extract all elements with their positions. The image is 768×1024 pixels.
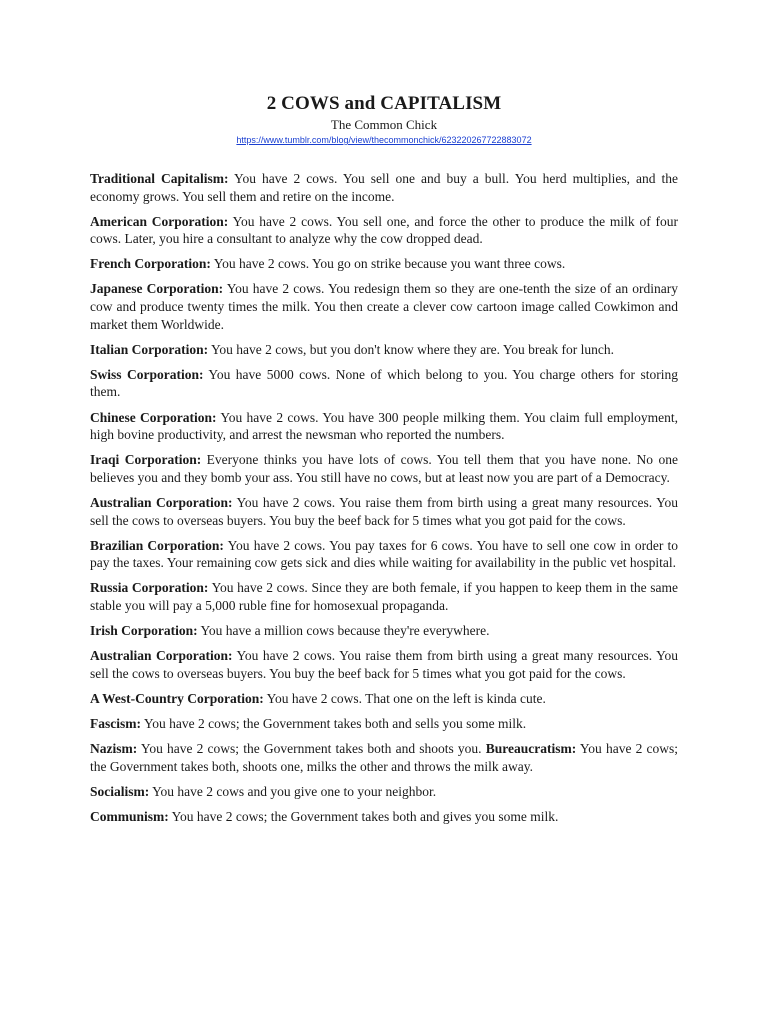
entry-text: You have 2 cows, but you don't know where they are. You break for lunch. xyxy=(211,341,614,357)
entry-text: Everyone thinks you have lots of cows. You tell them that you have none. No one believes you and they bomb your ass. You still have no cows, but at least now you are part of a Democracy. xyxy=(90,452,678,485)
entry-term: Communism: xyxy=(90,808,169,824)
entry-text: You have 2 cows; the Government takes both and shoots you. xyxy=(140,740,482,756)
entry-russia-corporation xyxy=(90,579,678,614)
entry-text: You have 2 cows and you give one to your neighbor. xyxy=(152,783,437,799)
entry-swiss-corporation xyxy=(90,366,678,401)
entry-term-second: Bureaucratism: xyxy=(485,740,577,756)
entry-italian-corporation xyxy=(90,341,678,359)
entry-term: American Corporation: xyxy=(90,213,229,229)
entry-text: You have 2 cows. You raise them from birth using a great many resources. You sell the cows to overseas buyers. You buy the beef back for 5 times what you got paid for the cows. xyxy=(90,648,678,681)
entry-term: Swiss Corporation: xyxy=(90,366,204,382)
entry-fascism xyxy=(90,715,678,733)
entry-text-second: You have 2 cows; the Government takes both, shoots one, milks the other and throws the milk away. xyxy=(90,740,679,774)
entry-west-country-corporation xyxy=(90,690,678,708)
entry-text: You have 2 cows. You sell one and buy a bull. You herd multiplies, and the economy grows. You sell them and retire on the income. xyxy=(90,171,678,204)
entry-communism xyxy=(90,808,678,826)
document-author: The Common Chick xyxy=(330,117,438,132)
entry-brazilian-corporation xyxy=(90,537,678,572)
entry-term: Nazism: xyxy=(90,740,138,756)
entry-term: Socialism: xyxy=(90,783,150,799)
entry-nazism-bureaucratism xyxy=(90,740,678,775)
entry-text: You have 2 cows. You pay taxes for 6 cows. You have to sell one cow in order to pay the taxes. Your remaining cow gets sick and dies while waiting for availability in the public vet hospital. xyxy=(90,537,679,571)
entry-chinese-corporation xyxy=(90,409,678,444)
entry-french-corporation xyxy=(90,255,678,273)
entry-term: A West-Country Corporation: xyxy=(90,690,264,706)
entry-term: Australian Corporation: xyxy=(90,494,233,510)
entry-term: Italian Corporation: xyxy=(90,341,209,357)
entry-term: Chinese Corporation: xyxy=(90,409,217,425)
entry-socialism xyxy=(90,783,678,801)
entry-text: You have 2 cows. You raise them from birth using a great many resources. You sell the cows to overseas buyers. You buy the beef back for 5 times what you got paid for the cows. xyxy=(90,494,678,528)
document-page xyxy=(90,92,678,833)
entry-text: You have 5000 cows. None of which belong to you. You charge others for storing them. xyxy=(90,366,678,400)
entry-irish-corporation xyxy=(90,622,678,640)
entry-text: You have 2 cows. That one on the left is kinda cute. xyxy=(266,690,546,706)
entry-term: Traditional Capitalism: xyxy=(90,171,229,186)
entry-term: French Corporation: xyxy=(90,256,211,272)
entry-term: Irish Corporation: xyxy=(90,622,198,638)
entry-japanese-corporation xyxy=(90,280,678,333)
entry-term: Brazilian Corporation: xyxy=(90,537,224,553)
entry-term: Fascism: xyxy=(90,715,141,731)
entry-text: You have 2 cows; the Government takes both and sells you some milk. xyxy=(143,715,527,731)
entry-traditional-capitalism xyxy=(90,170,678,205)
entry-term: Russia Corporation: xyxy=(90,580,209,596)
entries-list xyxy=(90,170,678,825)
entry-iraqi-corporation xyxy=(90,451,678,486)
entry-text: You have 2 cows. You go on strike because you want three cows. xyxy=(213,256,566,272)
entry-text: You have a million cows because they're everywhere. xyxy=(200,622,490,638)
entry-text: You have 2 cows. You redesign them so they are one-tenth the size of an ordinary cow and produce twenty times the milk. You then create a clever cow cartoon image called Cowkimon and market them Worldwide. xyxy=(90,281,678,332)
entry-australian-corporation-repeat xyxy=(90,647,678,682)
entry-term: Australian Corporation: xyxy=(90,648,233,664)
entry-american-corporation xyxy=(90,213,678,248)
document-title: 2 COWS and CAPITALISM xyxy=(266,93,502,114)
entry-text: You have 2 cows. You sell one, and force the other to produce the milk of four cows. Later, you hire a consultant to analyze why the cow dropped dead. xyxy=(90,213,678,247)
entry-term: Japanese Corporation: xyxy=(90,281,224,297)
entry-australian-corporation xyxy=(90,494,678,529)
entry-term: Iraqi Corporation: xyxy=(90,452,202,468)
entry-text: You have 2 cows; the Government takes both and gives you some milk. xyxy=(171,808,559,824)
entry-text: You have 2 cows. Since they are both female, if you happen to keep them in the same stable you will pay a 5,000 ruble fine for homosexual propaganda. xyxy=(90,580,678,613)
source-link[interactable]: https://www.tumblr.com/blog/view/thecommonchick/623220267722883072 xyxy=(236,135,532,145)
entry-text: You have 2 cows. You have 300 people milking them. You claim full employment, high bovine productivity, and arrest the newsman who reported the numbers. xyxy=(90,409,679,443)
